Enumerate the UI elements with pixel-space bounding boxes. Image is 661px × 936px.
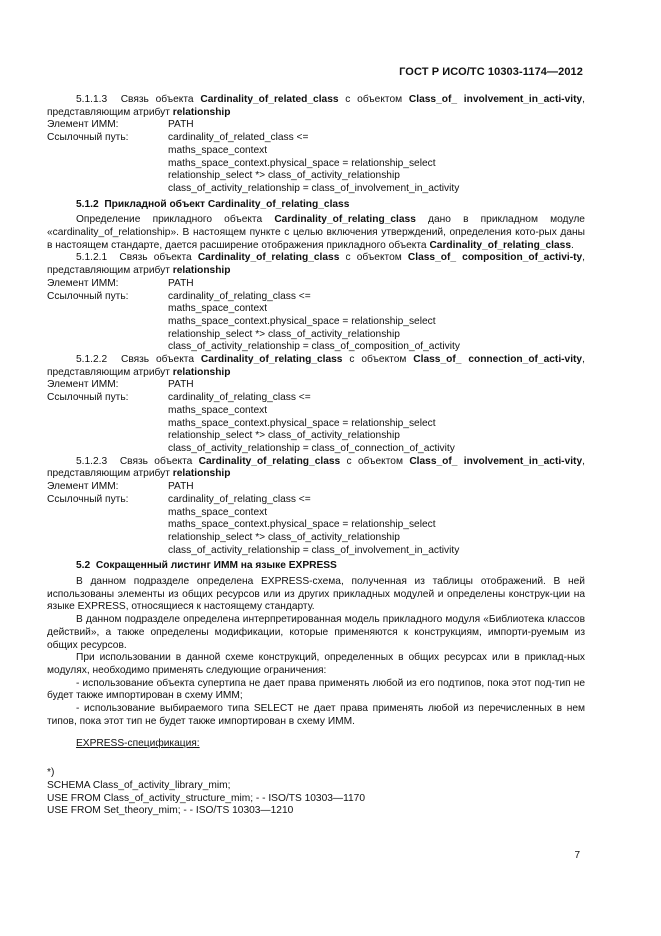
reference-path: cardinality_of_relating_class <= maths_space_context maths_space_context.physical_space = relationship_select relationship_select *> class_of_activity_relationship class_of_activity_relationship = class_of_composition_of_activity — [168, 290, 460, 353]
express-code-block — [47, 767, 585, 818]
reference-path-row: Ссылочный путь: cardinality_of_relating_class <= maths_space_context maths_space_context.physical_space = relationship_select relationship_select *> class_of_activity_relationship class_of_activity_relationship = class_of_involvement_in_activity — [47, 494, 585, 558]
reference-path: cardinality_of_relating_class <= maths_space_context maths_space_context.physical_space = relationship_select relationship_select *> class_of_activity_relationship class_of_activity_relationship = class_of_connection_of_activity — [168, 392, 455, 454]
clause-5-1-2-1-heading: 5.1.2.1 Связь объекта Cardinality_of_relating_class с объектом Class_of_ composition_of_activi-ty, представляющим атрибут relationship — [47, 252, 586, 277]
page-number: 7 — [574, 850, 580, 861]
mim-element-row: Элемент ИММ: PATH — [47, 481, 194, 493]
clause-5-1-2-3-heading: 5.1.2.3 Связь объекта Cardinality_of_relating_class с объектом Class_of_ involvement_in_acti-vity, представляющим атрибут relationship — [47, 455, 585, 480]
reference-path: cardinality_of_related_class <= maths_space_context maths_space_context.physical_space = relationship_select relationship_select *> class_of_activity_relationship class_of_activity_relationship = class_of_involvement_in_activity — [168, 132, 460, 194]
restriction-item-1: - использование объекта супертипа не дает права применять любой из его подтипов, пока этот под-тип не будет также импортирован в схему ИММ; — [47, 677, 585, 702]
clause-5-1-2-paragraph: Определение прикладного объекта Cardinality_of_relating_class дано в прикладном модуле «cardinality_of_relationship». В настоящем пункте с целью включения утверждений, определения кото-рых даны в настоящем стандарте, дается расширение отображения прикладного объекта Cardinality_of_relating_class. — [47, 214, 585, 251]
code-line: USE FROM Set_theory_mim; - - ISO/TS 10303—1210 — [47, 805, 294, 817]
document-body — [47, 94, 585, 818]
reference-path-row: Ссылочный путь: cardinality_of_relating_class <= maths_space_context maths_space_context.physical_space = relationship_select relationship_select *> class_of_activity_relationship class_of_activity_relationship = class_of_connection_of_activity — [47, 392, 585, 456]
reference-path-row: Ссылочный путь: cardinality_of_related_class <= maths_space_context maths_space_context.physical_space = relationship_select relationship_select *> class_of_activity_relationship class_of_activity_relationship = class_of_involvement_in_activity — [47, 132, 585, 196]
express-spec-label: EXPRESS-спецификация: — [76, 738, 200, 750]
code-line: SCHEMA Class_of_activity_library_mim; — [47, 779, 231, 791]
reference-path-row: Ссылочный путь: cardinality_of_relating_class <= maths_space_context maths_space_context.physical_space = relationship_select relationship_select *> class_of_activity_relationship class_of_activity_relationship = class_of_composition_of_activity — [47, 291, 585, 355]
clause-5-1-2-2-heading: 5.1.2.2 Связь объекта Cardinality_of_relating_class с объектом Class_of_ connection_of_acti-vity, представляющим атрибут relationship — [47, 354, 585, 378]
clause-5-2-heading: 5.2 Сокращенный листинг ИММ на языке EXPRESS — [76, 560, 337, 572]
mim-element-row: Элемент ИММ: PATH — [47, 277, 194, 289]
mim-element-row: Элемент ИММ: PATH — [47, 119, 194, 131]
document-header: ГОСТ Р ИСО/ТС 10303-1174—2012 — [399, 66, 583, 78]
code-line: USE FROM Class_of_activity_structure_mim; - - ISO/TS 10303—1170 — [47, 792, 365, 804]
clause-5-1-2-heading: 5.1.2 Прикладной объект Cardinality_of_relating_class — [76, 198, 350, 210]
reference-path: cardinality_of_relating_class <= maths_space_context maths_space_context.physical_space = relationship_select relationship_select *> class_of_activity_relationship class_of_activity_relationship = class_of_involvement_in_activity — [168, 493, 460, 556]
clause-5-2-paragraph-1: В данном подразделе определена EXPRESS-схема, полученная из таблицы отображений. В ней использованы элементы из общих ресурсов или из других прикладных модулей и определены конструк-ции на языке EXPRESS, относящиеся к настоящему стандарту. — [47, 576, 585, 613]
code-line: *) — [47, 767, 55, 779]
clause-5-2-paragraph-2: В данном подразделе определена интерпретированная модель прикладного модуля «Библиотека классов действий», а также определены модификации, которые применяются к конструкциям, импорти-руемым из общих ресурсов. — [47, 614, 585, 651]
restriction-item-2: - использование выбираемого типа SELECT не дает права применять любой из перечисленных в нем типов, пока этот тип не будет также импортирован в схему ИММ. — [47, 703, 585, 727]
clause-5-1-1-3-heading: 5.1.1.3 Связь объекта Cardinality_of_related_class с объектом Class_of_ involvement_in_acti-vity, представляющим атрибут relationship — [47, 94, 585, 118]
clause-5-2-paragraph-3: При использовании в данной схеме конструкций, определенных в общих ресурсах или в приклад-ных модулях, необходимо применять следующие ограничения: — [47, 652, 585, 676]
mim-element-row: Элемент ИММ: PATH — [47, 379, 194, 391]
